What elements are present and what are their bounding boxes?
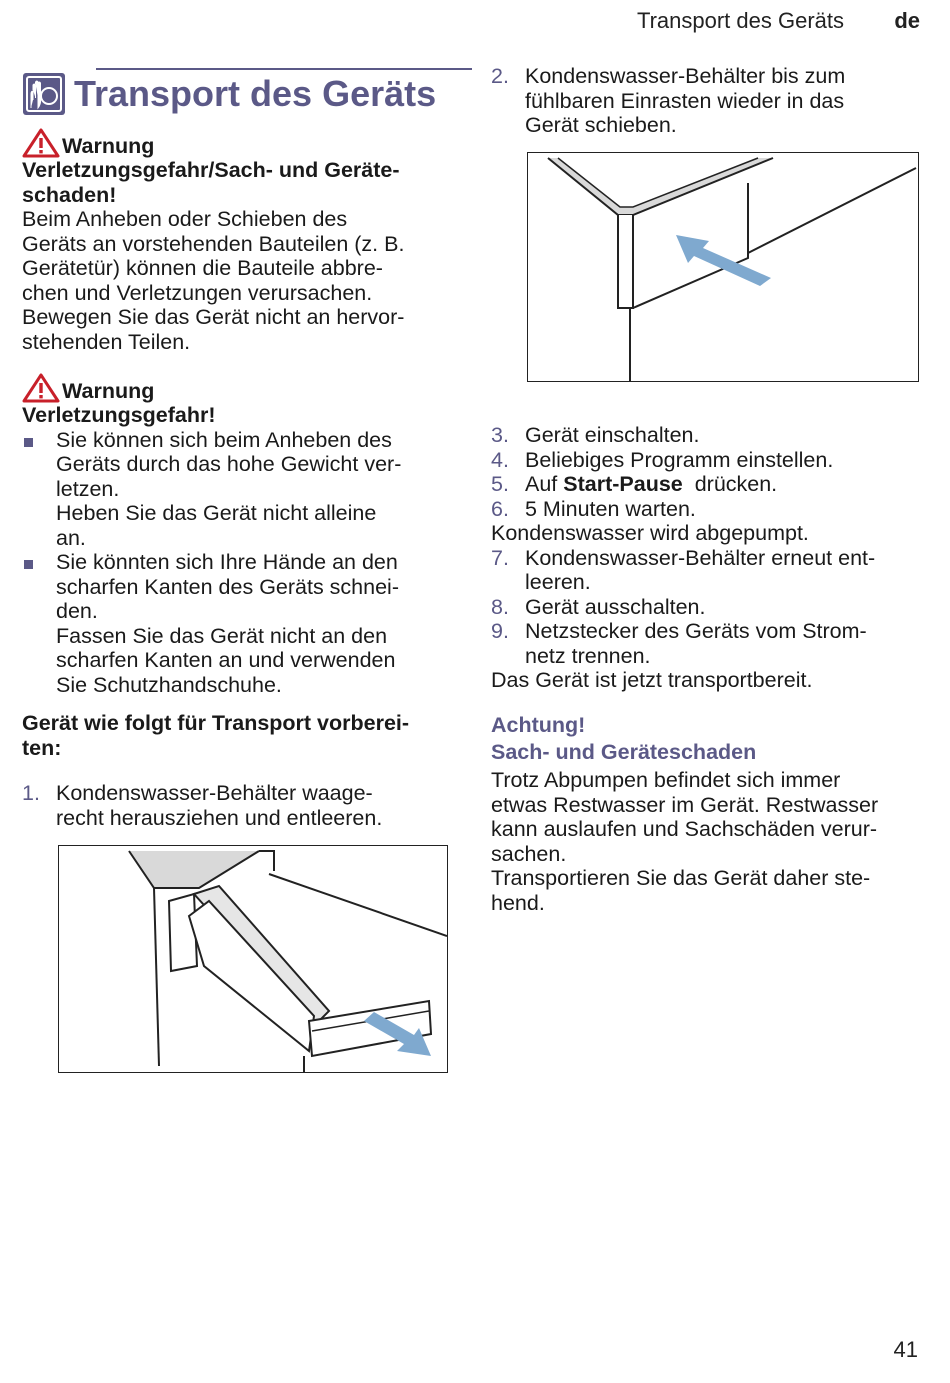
warning-block-2 xyxy=(22,373,452,697)
step-4 xyxy=(491,448,921,473)
bullet-line: scharfen Kanten des Geräts schnei- xyxy=(56,574,399,599)
warning-body-line: Beim Anheben oder Schieben des xyxy=(22,207,348,231)
result-text: Das Gerät ist jetzt transportbereit. xyxy=(491,668,813,692)
warning-label: Warnung xyxy=(62,378,155,403)
prep-heading-line: ten: xyxy=(22,735,62,760)
step-line: netz trennen. xyxy=(525,643,651,668)
warning-title-line: Verletzungsgefahr! xyxy=(22,403,216,427)
step-line: Gerät einschalten. xyxy=(525,423,700,447)
step-number: 3. xyxy=(491,423,509,447)
page-number: 41 xyxy=(893,1337,918,1362)
bullet-square-icon xyxy=(24,438,33,447)
steps-list xyxy=(491,423,921,693)
bullet-square-icon xyxy=(24,560,33,569)
step-line xyxy=(525,472,921,497)
caution-block xyxy=(491,713,921,915)
step-line: Gerät schieben. xyxy=(525,113,677,137)
caution-body-line: hend. xyxy=(491,890,545,915)
container-push-illustration xyxy=(528,153,918,381)
step-line: recht herausziehen und entleeren. xyxy=(56,805,383,830)
figure-push-in-container xyxy=(527,152,919,382)
language-code: de xyxy=(894,8,920,33)
bullet-line: letzen. xyxy=(56,476,120,501)
warning-title-line: Verletzungsgefahr/Sach- und Geräte- xyxy=(22,158,400,182)
hand-appliance-icon xyxy=(22,72,66,116)
warning-label: Warnung xyxy=(62,133,155,158)
warning-body-line: Geräts an vorstehenden Bauteilen (z. B. xyxy=(22,231,405,256)
step-2 xyxy=(491,64,921,138)
warning-block-1 xyxy=(22,128,452,354)
caution-body-line: Trotz Abpumpen befindet sich immer xyxy=(491,768,841,792)
step-7 xyxy=(491,546,921,595)
caution-body-line: Transportieren Sie das Gerät daher ste- xyxy=(491,866,871,890)
warning-body-line: Bewegen Sie das Gerät nicht an hervor- xyxy=(22,305,405,329)
bullet-line: den. xyxy=(56,599,98,623)
step-line: Netzstecker des Geräts vom Strom- xyxy=(525,619,867,643)
step-number: 9. xyxy=(491,619,509,643)
warning-heading-2 xyxy=(22,373,452,403)
bullet-line: an. xyxy=(56,525,86,550)
caution-label: Achtung! xyxy=(491,713,586,737)
warning-triangle-icon xyxy=(22,373,60,403)
step-note: Kondenswasser wird abgepumpt. xyxy=(491,521,809,545)
step-line: Gerät ausschalten. xyxy=(525,594,706,619)
step-number: 7. xyxy=(491,545,509,570)
step-line: 5 Minuten warten. xyxy=(525,496,696,521)
step-line: Kondenswasser-Behälter waage- xyxy=(56,781,373,805)
bullet-item xyxy=(22,428,452,551)
bullet-line: Sie könnten sich Ihre Hände an den xyxy=(56,550,398,574)
caution-heading: Sach- und Geräteschaden xyxy=(491,739,757,764)
bullet-line: Heben Sie das Gerät nicht alleine xyxy=(56,501,377,525)
step-number: 4. xyxy=(491,447,509,472)
step-9 xyxy=(491,619,921,668)
running-header-title: Transport des Geräts xyxy=(636,8,844,33)
step-text: Auf xyxy=(525,472,564,496)
step-8 xyxy=(491,595,921,620)
step-line: Kondenswasser-Behälter bis zum xyxy=(525,64,846,88)
step-number: 5. xyxy=(491,472,509,496)
step-line: Beliebiges Programm einstellen. xyxy=(525,447,834,472)
step-number: 8. xyxy=(491,594,509,619)
step-line: leeren. xyxy=(525,570,591,594)
step-1 xyxy=(22,781,452,830)
step-line: Kondenswasser-Behälter erneut ent- xyxy=(525,545,876,570)
button-reference: Start-Pause xyxy=(563,472,683,496)
figure-pull-out-container xyxy=(58,845,448,1073)
caution-body-line: kann auslaufen und Sachschäden verur- xyxy=(491,817,878,841)
warning-body-line: Gerätetür) können die Bauteile abbre- xyxy=(22,256,383,280)
step-number: 2. xyxy=(491,64,509,88)
warning-body-line: chen und Verletzungen verursachen. xyxy=(22,280,373,305)
step-text: drücken. xyxy=(682,472,778,496)
prep-heading xyxy=(22,711,452,760)
warning-heading-1 xyxy=(22,128,452,158)
bullet-line: Geräts durch das hohe Gewicht ver- xyxy=(56,452,402,476)
step-6 xyxy=(491,497,921,522)
caution-body-line: sachen. xyxy=(491,841,567,866)
step-line: fühlbaren Einrasten wieder in das xyxy=(525,88,845,113)
bullet-line: scharfen Kanten an und verwenden xyxy=(56,648,396,672)
warning-title-line: schaden! xyxy=(22,182,117,207)
step-number: 6. xyxy=(491,496,509,521)
prep-heading-line: Gerät wie folgt für Transport vorberei- xyxy=(22,711,410,735)
bullet-line: Sie können sich beim Anheben des xyxy=(56,427,392,452)
bullet-line: Fassen Sie das Gerät nicht an den xyxy=(56,623,388,648)
bullet-line: Sie Schutzhandschuhe. xyxy=(56,672,282,697)
step-3 xyxy=(491,423,921,448)
step-number: 1. xyxy=(22,781,40,805)
section-title: Transport des Geräts xyxy=(74,73,437,114)
bullet-item xyxy=(22,550,452,697)
caution-body-line: etwas Restwasser im Gerät. Restwasser xyxy=(491,792,879,817)
warning-triangle-icon xyxy=(22,128,60,158)
warning-body-line: stehenden Teilen. xyxy=(22,329,191,354)
section-rule xyxy=(96,68,472,70)
container-pull-illustration xyxy=(59,846,447,1072)
step-5 xyxy=(491,472,921,497)
